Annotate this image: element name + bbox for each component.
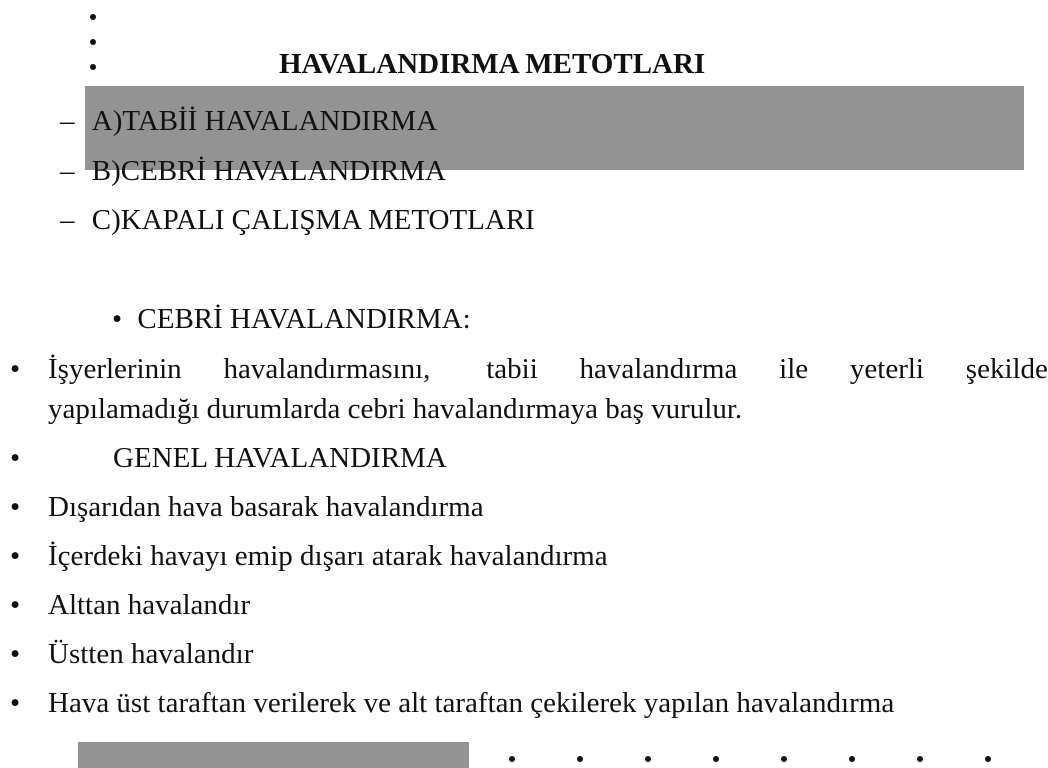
decor-dot xyxy=(645,756,651,762)
decor-dot xyxy=(849,756,855,762)
dash-glyph: – xyxy=(60,204,75,236)
bottom-gray-band xyxy=(78,742,469,768)
method-label: C)KAPALI ÇALIŞMA METOTLARI xyxy=(91,204,535,236)
bullet-glyph: • xyxy=(10,638,21,670)
bullet-glyph: • xyxy=(10,491,21,523)
method-label: B)CEBRİ HAVALANDIRMA xyxy=(91,155,446,187)
decor-dot xyxy=(577,756,583,762)
bullet-glyph: • xyxy=(10,442,21,474)
decor-dot xyxy=(90,64,96,70)
slide-title: HAVALANDIRMA METOTLARI xyxy=(279,48,706,80)
decor-dot xyxy=(781,756,787,762)
bullet-glyph: • xyxy=(10,353,21,385)
subheading: GENEL HAVALANDIRMA xyxy=(113,442,447,474)
paragraph-line-1 xyxy=(48,352,1048,386)
list-item: Hava üst taraftan verilerek ve alt taraftan çekilerek yapılan havalandırma xyxy=(48,687,895,719)
decor-dot xyxy=(90,39,96,45)
method-item-b xyxy=(60,154,446,188)
method-label: A)TABİİ HAVALANDIRMA xyxy=(91,105,438,137)
paragraph-word: havalandırma xyxy=(579,353,738,385)
method-item-c xyxy=(60,203,535,237)
dash-glyph: – xyxy=(60,105,75,137)
decor-dot xyxy=(509,756,515,762)
bullet-glyph: • xyxy=(112,303,123,335)
bullet-glyph: • xyxy=(10,687,21,719)
bullet-glyph: • xyxy=(10,589,21,621)
decor-dot xyxy=(917,756,923,762)
decor-dot xyxy=(713,756,719,762)
bullet-glyph: • xyxy=(10,540,21,572)
list-item: Üstten havalandır xyxy=(48,638,254,670)
paragraph-word: havalandırmasını, xyxy=(223,353,431,385)
decor-dot xyxy=(90,14,96,20)
decor-dot xyxy=(985,756,991,762)
method-item-a xyxy=(60,104,437,138)
paragraph-word: ile xyxy=(779,353,809,385)
paragraph-word: yeterli xyxy=(849,353,924,385)
section-heading xyxy=(112,302,471,336)
paragraph-word: İşyerlerinin xyxy=(48,353,182,385)
list-item: İçerdeki havayı emip dışarı atarak havalandırma xyxy=(48,540,608,572)
paragraph-line-2: yapılamadığı durumlarda cebri havalandırmaya baş vurulur. xyxy=(48,393,743,425)
list-item: Dışarıdan hava basarak havalandırma xyxy=(48,491,484,523)
list-item: Alttan havalandır xyxy=(48,589,251,621)
dash-glyph: – xyxy=(60,155,75,187)
section-heading-label: CEBRİ HAVALANDIRMA: xyxy=(137,303,471,335)
paragraph-word: şekilde xyxy=(965,353,1048,385)
paragraph-word: tabii xyxy=(486,353,538,385)
